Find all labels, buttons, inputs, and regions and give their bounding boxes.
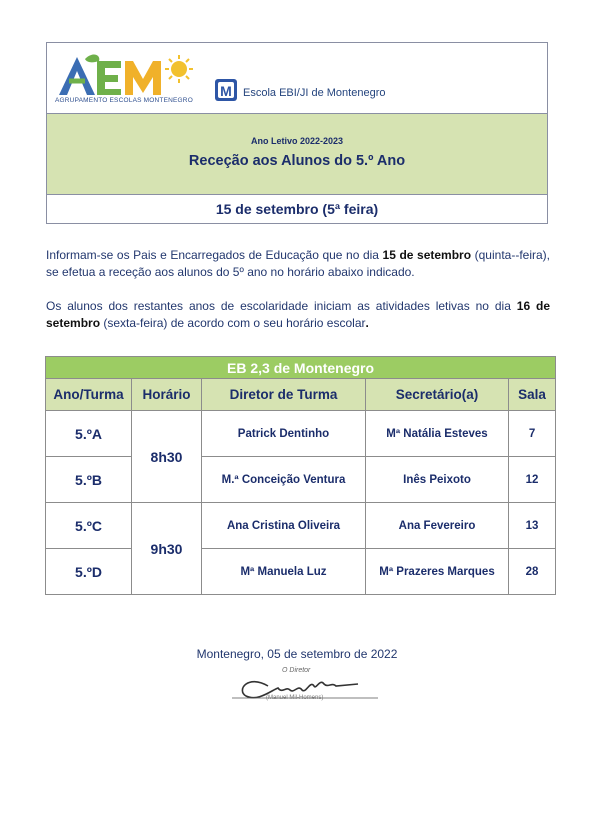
aem-logo-caption: AGRUPAMENTO ESCOLAS MONTENEGRO [55, 97, 193, 104]
paragraph-2-date: 16 de setembro [46, 299, 551, 330]
cell-director: Mª Manuela Luz [202, 549, 366, 595]
paragraph-2-mid: (sexta-feira) de acordo com o seu horário escolar [100, 316, 366, 330]
table-row [46, 457, 556, 503]
event-date: 15 de setembro (5ª feira) [215, 201, 379, 217]
cell-secretary: Mª Natália Esteves [366, 411, 509, 457]
school-year: Ano Letivo 2022-2023 [250, 136, 344, 146]
cell-secretary: Inês Peixoto [366, 457, 509, 503]
table-row [46, 549, 556, 595]
cell-turma: 5.ºA [46, 411, 132, 457]
cell-room: 7 [509, 411, 556, 457]
table-row [46, 503, 556, 549]
cell-director: M.ª Conceição Ventura [202, 457, 366, 503]
cell-room: 28 [509, 549, 556, 595]
cell-director: Patrick Dentinho [202, 411, 366, 457]
paragraph-2-end: . [365, 316, 369, 330]
header-horario: Horário [132, 379, 202, 411]
paragraph-1-date: 15 de setembro [382, 248, 472, 262]
school-logo [215, 79, 237, 101]
cell-room: 13 [509, 503, 556, 549]
paragraph-1-start: Informam-se os Pais e Encarregados de Educação que no dia [46, 248, 383, 262]
cell-turma: 5.ºB [46, 457, 132, 503]
page-title: Receção aos Alunos do 5.º Ano [188, 153, 406, 169]
paragraph-reception [46, 247, 550, 281]
header-diretor: Diretor de Turma [202, 379, 366, 411]
header-turma: Ano/Turma [46, 379, 132, 411]
paragraph-other-years [46, 298, 550, 332]
table-title-row [46, 357, 556, 379]
school-name: Escola EBI/JI de Montenegro [243, 87, 386, 99]
cell-time: 8h30 [132, 411, 202, 503]
header-sala: Sala [509, 379, 556, 411]
cell-secretary: Mª Prazeres Marques [366, 549, 509, 595]
cell-director: Ana Cristina Oliveira [202, 503, 366, 549]
header-secretario: Secretário(a) [366, 379, 509, 411]
table-row [46, 411, 556, 457]
paragraph-1-end: (quinta--feira), se efetua a receção aos alunos do 5º ano no horário abaixo indicado. [46, 248, 550, 279]
header-box [46, 42, 548, 224]
cell-turma: 5.ºC [46, 503, 132, 549]
cell-room: 12 [509, 457, 556, 503]
title-band [47, 113, 547, 195]
cell-turma: 5.ºD [46, 549, 132, 595]
logo-row [47, 43, 547, 113]
schedule-table [45, 356, 556, 595]
cell-secretary: Ana Fevereiro [366, 503, 509, 549]
paragraph-2-start: Os alunos dos restantes anos de escolaridade iniciam as atividades letivas no dia [46, 299, 517, 313]
school-logo-letter: M [220, 83, 232, 99]
table-title: EB 2,3 de Montenegro [46, 357, 556, 379]
cell-time: 9h30 [132, 503, 202, 595]
place-and-date: Montenegro, 05 de setembro de 2022 [196, 647, 398, 661]
table-header-row [46, 379, 556, 411]
signature-caption: O Diretor [282, 667, 311, 674]
signature-name: (Manuel Mil-Homens) [266, 695, 324, 701]
